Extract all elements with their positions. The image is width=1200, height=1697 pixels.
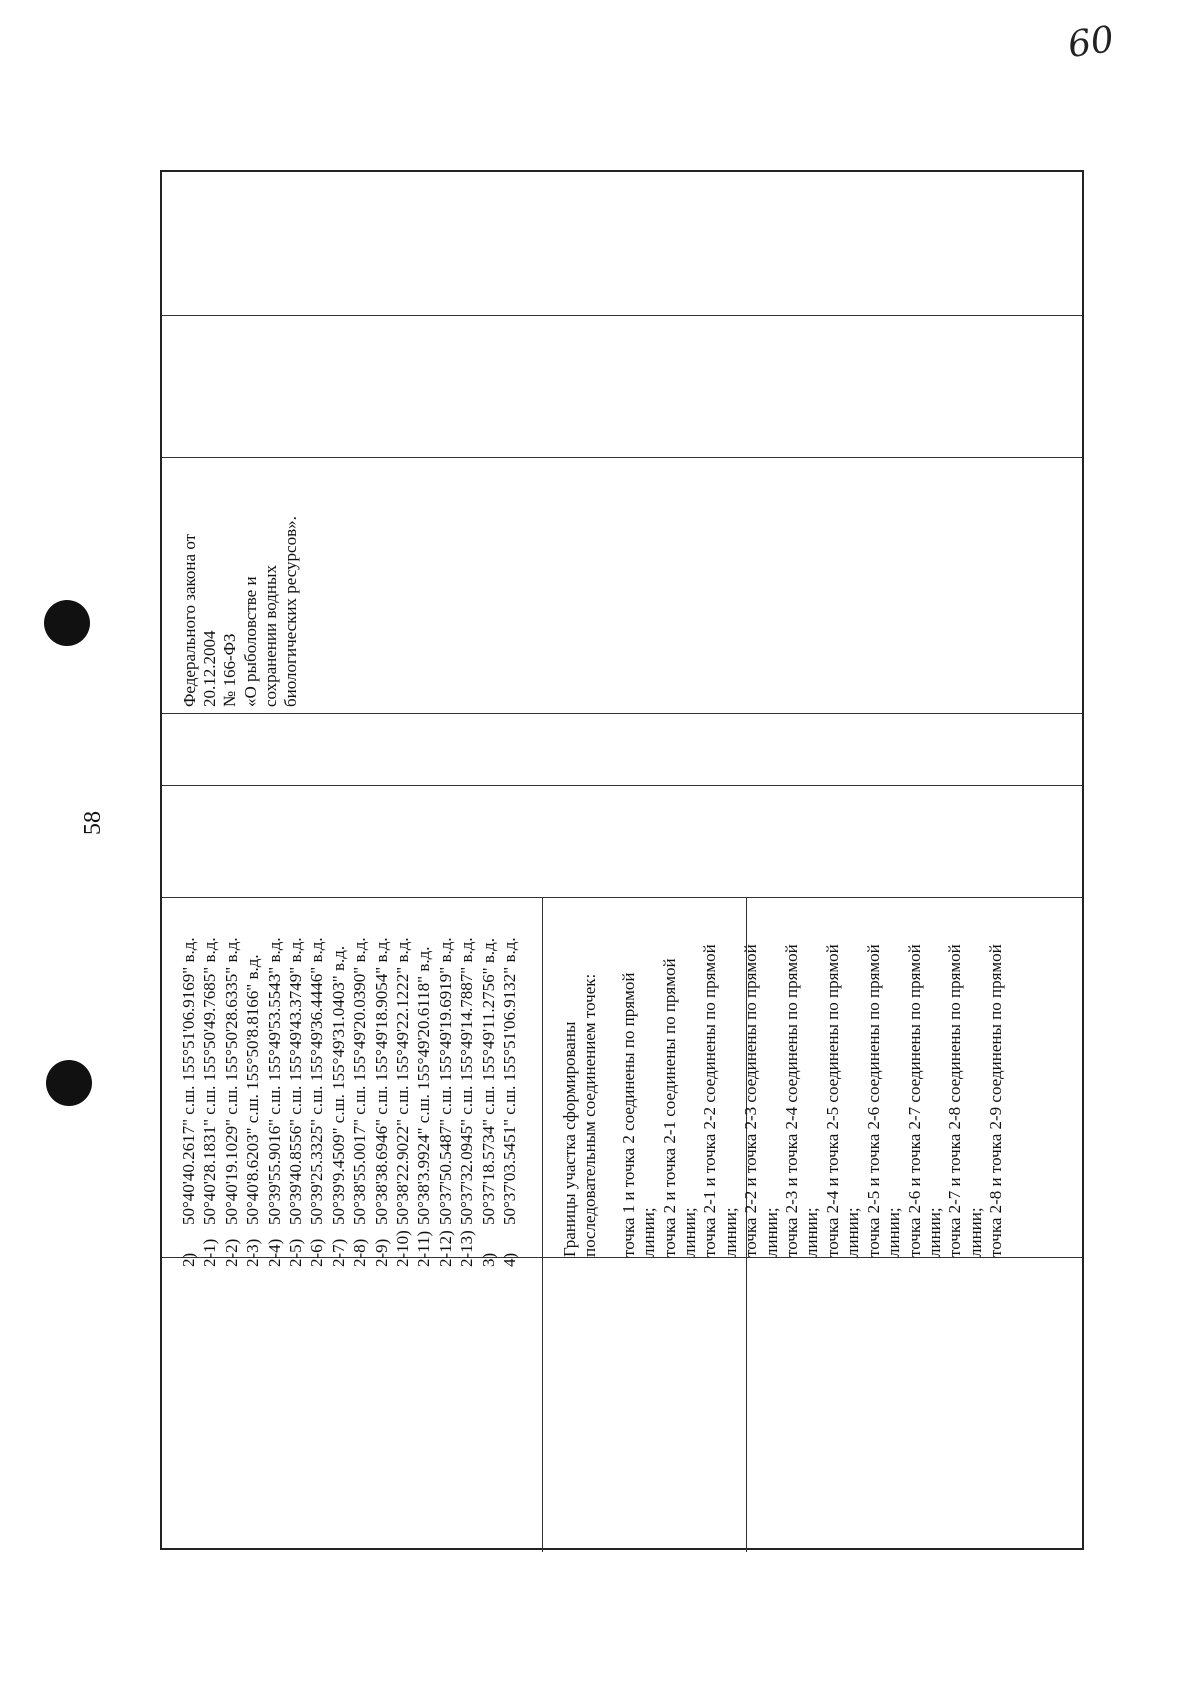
law-line: сохранении водных [260,565,280,707]
handwritten-sheet-number: 60 [1065,19,1117,66]
coordinate-row [478,937,499,1267]
boundary-line: линии; [965,1207,985,1257]
law-line: № 166-ФЗ [220,633,240,707]
coordinate-value: 50°37'32.0945" с.ш. 155°49'14.7887" в.д. [457,937,477,1225]
coordinates-list [178,937,521,1267]
boundary-line: точка 2-1 и точка 2-2 соединены по прямой [700,944,720,1257]
coordinate-row [199,937,220,1267]
coordinate-row [499,937,520,1267]
coordinate-row [349,937,370,1267]
coordinate-row [178,937,199,1267]
coordinate-label: 2) [179,1252,198,1267]
coordinate-label: 2-13) [457,1230,477,1267]
coordinate-label: 3) [478,1252,498,1267]
coordinate-value: 50°39'25.3325" с.ш. 155°49'36.4446" в.д. [307,937,327,1225]
coordinate-row [435,937,456,1267]
table-divider [542,897,543,1552]
coordinate-value: 50°37'03.5451" с.ш. 155°51'06.9132" в.д. [500,937,520,1225]
coordinate-value: 50°39'40.8556" с.ш. 155°49'43.3749" в.д. [286,937,306,1225]
boundary-line: линии; [720,1207,740,1257]
coordinate-label: 2-9) [371,1238,391,1267]
boundary-line: точка 2-3 и точка 2-4 соединены по прямой [782,944,802,1257]
boundary-line: точка 1 и точка 2 соединены по прямой [618,972,638,1257]
document-table [160,170,1084,1550]
coordinate-row [264,937,285,1267]
boundary-line: линии; [802,1207,822,1257]
coordinate-row [328,937,349,1267]
boundary-line: точка 2-7 и точка 2-8 соединены по прямой [945,944,965,1257]
boundary-heading: последовательным соединением точек: [580,973,600,1257]
table-divider [162,315,1082,316]
coordinate-value: 50°38'38.6946" с.ш. 155°49'18.9054" в.д. [371,937,391,1225]
coordinate-value: 50°40'8.6203" с.ш. 155°50'8.8166" в.д. [243,954,263,1225]
coordinate-row [413,937,434,1267]
boundary-line: линии; [884,1207,904,1257]
coordinate-label: 4) [500,1252,520,1267]
boundary-line: линии; [924,1207,944,1257]
boundary-line: точка 2-8 и точка 2-9 соединены по прямой [986,944,1006,1257]
law-line: 20.12.2004 [200,630,220,707]
coordinate-label: 2-5) [286,1238,306,1267]
coordinate-row [456,937,477,1267]
boundary-description [560,944,1007,1257]
coordinate-label: 2-1) [200,1238,220,1267]
coordinate-value: 50°39'9.4509" с.ш. 155°49'31.0403" в.д. [328,945,348,1225]
coordinate-row [242,937,263,1267]
law-line: «О рыболовстве и [240,576,260,707]
boundary-line: точка 2-6 и точка 2-7 соединены по прямой [904,944,924,1257]
boundary-line: линии; [843,1207,863,1257]
coordinate-label: 2-10) [393,1230,413,1267]
coordinate-row [306,937,327,1267]
boundary-line: точка 2-2 и точка 2-3 соединены по прямой [741,944,761,1257]
boundary-line: линии; [639,1207,659,1257]
boundary-line: точка 2-5 и точка 2-6 соединены по прямой [863,944,883,1257]
punch-hole [46,1060,92,1106]
boundary-line: точка 2 и точка 2-1 соединены по прямой [659,958,679,1257]
coordinate-value: 50°40'19.1029" с.ш. 155°50'28.6335" в.д. [221,937,241,1225]
coordinate-label: 2-12) [435,1230,455,1267]
coordinate-value: 50°39'55.9016" с.ш. 155°49'53.5543" в.д. [264,937,284,1225]
boundary-line: линии; [680,1207,700,1257]
coordinate-value: 50°40'28.1831" с.ш. 155°50'49.7685" в.д. [200,937,220,1225]
boundary-lines [619,944,1007,1257]
coordinate-label: 2-3) [243,1238,263,1267]
coordinate-row [285,937,306,1267]
coordinate-value: 50°37'50.5487" с.ш. 155°49'19.6919" в.д. [435,937,455,1225]
coordinate-value: 50°40'40.2617" с.ш. 155°51'06.9169" в.д. [179,937,198,1225]
coordinate-row [221,937,242,1267]
coordinate-value: 50°37'18.5734" с.ш. 155°49'11.2756" в.д. [478,937,498,1225]
coordinate-row [392,937,413,1267]
coordinate-value: 50°38'55.0017" с.ш. 155°49'20.0390" в.д. [350,937,370,1225]
table-divider [162,713,1082,714]
page-number: 58 [80,811,106,835]
coordinate-value: 50°38'3.9924" с.ш. 155°49'20.6118" в.д. [414,946,434,1225]
coordinate-label: 2-2) [221,1238,241,1267]
table-divider [162,457,1082,458]
coordinate-label: 2-11) [414,1230,434,1267]
coordinate-label: 2-8) [350,1238,370,1267]
law-reference [180,516,301,707]
coordinate-row [371,937,392,1267]
law-line: Федерального закона от [180,533,199,707]
boundary-heading: Границы участка сформированы [560,1021,579,1257]
punch-hole [44,600,90,646]
table-divider [162,785,1082,786]
boundary-line: точка 2-4 и точка 2-5 соединены по прямой [822,944,842,1257]
table-divider [162,897,1082,898]
law-line: биологических ресурсов». [281,516,301,707]
coordinate-value: 50°38'22.9022" с.ш. 155°49'22.1222" в.д. [393,937,413,1225]
coordinate-label: 2-7) [328,1238,348,1267]
coordinate-label: 2-6) [307,1238,327,1267]
boundary-line: линии; [761,1207,781,1257]
coordinate-label: 2-4) [264,1238,284,1267]
